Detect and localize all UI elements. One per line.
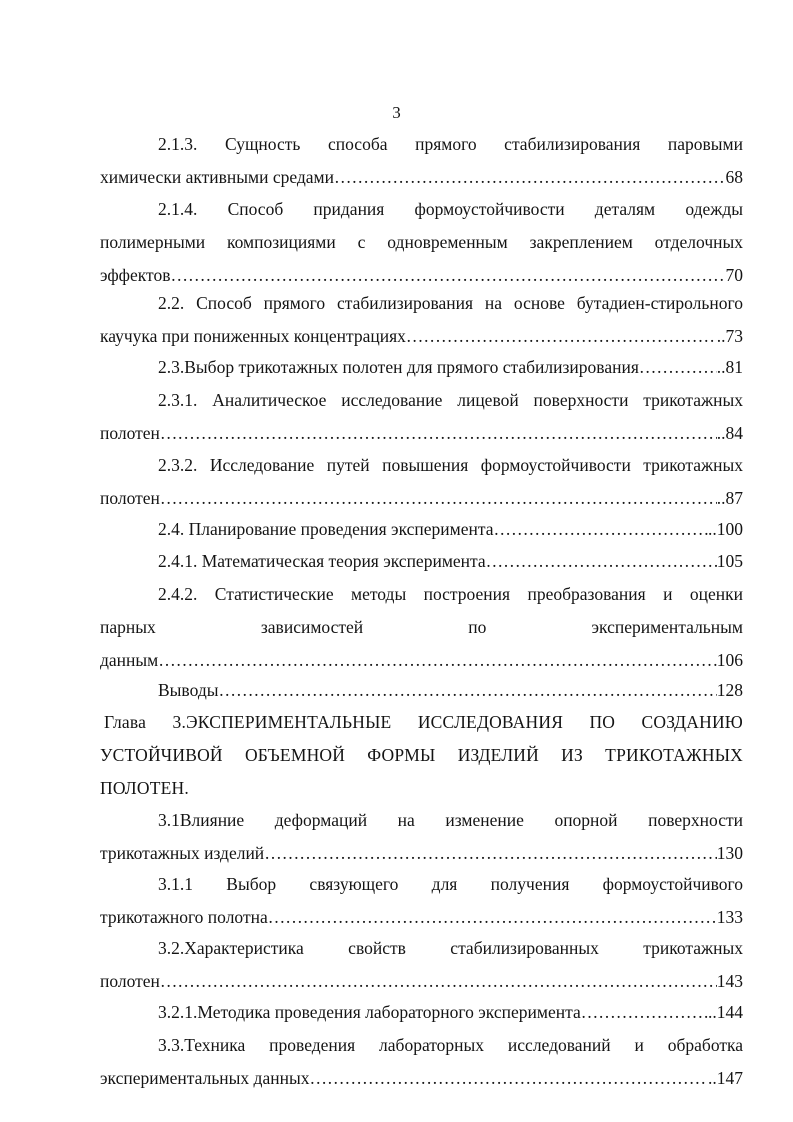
toc-entry-conclusions[interactable] — [100, 674, 743, 707]
toc-page-number: 105 — [716, 551, 743, 571]
toc-entry-leader-line — [100, 545, 743, 578]
toc-entry-title: 2.4. Планирование проведения эксперимента — [158, 519, 494, 539]
toc-entry-leader-line — [100, 996, 743, 1029]
dot-leader — [268, 901, 717, 934]
toc-page-number: 70 — [725, 265, 743, 285]
toc-entry-text: 2.1.3. Сущность способа прямого стабилизирования паровыми — [158, 134, 743, 154]
dot-leader — [486, 545, 717, 578]
toc-entry-2-3[interactable] — [100, 351, 743, 384]
toc-entry-text: 2.3.2. Исследование путей повышения формоустойчивости трикотажных — [158, 455, 743, 475]
toc-entry-leader-line — [100, 320, 743, 353]
toc-entry-text: 3.1Влияние деформаций на изменение опорной поверхности — [158, 810, 743, 830]
dot-leader — [218, 674, 716, 707]
toc-entry-3-2-1[interactable] — [100, 996, 743, 1029]
dot-leader — [160, 965, 717, 998]
toc-entry-2-1-4[interactable] — [100, 193, 743, 292]
toc-entry-text: 3.2.Характеристика свойств стабилизированных трикотажных — [158, 938, 743, 958]
toc-entry-text: полимерными композициями с одновременным закреплением отделочных — [100, 232, 743, 252]
toc-entry-text: 3.1.1 Выбор связующего для получения формоустойчивого — [158, 874, 743, 894]
toc-entry-title: 2.3.Выбор трикотажных полотен для прямого стабилизирования — [158, 357, 639, 377]
toc-entry-leader-line — [100, 417, 743, 450]
toc-page-number: ..81 — [716, 357, 743, 377]
toc-entry-title: полотен — [100, 971, 160, 991]
toc-entry-leader-line — [100, 837, 743, 870]
toc-entry-title: 3.2.1.Методика проведения лабораторного эксперимента — [158, 1002, 581, 1022]
toc-entry-3-3[interactable] — [100, 1029, 743, 1095]
toc-entry-title: каучука при пониженных концентрациях — [100, 326, 406, 346]
dot-leader — [334, 161, 726, 194]
toc-entry-2-1-3[interactable] — [100, 128, 743, 194]
toc-entry-title: трикотажного полотна — [100, 907, 268, 927]
page-number: 3 — [392, 103, 401, 122]
toc-entry-text: 2.4.2. Статистические методы построения преобразования и оценки — [158, 584, 743, 604]
chapter-heading[interactable] — [100, 706, 743, 805]
chapter-heading-line: ПОЛОТЕН. — [100, 778, 189, 798]
chapter-heading-line: УСТОЙЧИВОЙ ОБЪЕМНОЙ ФОРМЫ ИЗДЕЛИЙ ИЗ ТРИКОТАЖНЫХ — [100, 745, 743, 765]
toc-entry-title: эффектов — [100, 265, 171, 285]
toc-entry-2-4[interactable] — [100, 513, 743, 546]
toc-entry-leader-line — [100, 482, 743, 515]
toc-entry-2-3-2[interactable] — [100, 449, 743, 515]
toc-entry-text: 2.3.1. Аналитическое исследование лицевой поверхности трикотажных — [158, 390, 743, 410]
toc-entry-leader-line — [100, 161, 743, 194]
toc-page-number: 68 — [725, 167, 743, 187]
toc-entry-2-2[interactable] — [100, 287, 743, 353]
chapter-heading-line: Глава 3.ЭКСПЕРИМЕНТАЛЬНЫЕ ИССЛЕДОВАНИЯ ПО СОЗДАНИЮ — [104, 712, 743, 732]
toc-entry-leader-line — [100, 901, 743, 934]
toc-entry-leader-line — [100, 1062, 743, 1095]
toc-entry-title: химически активными средами — [100, 167, 334, 187]
toc-page-number: 106 — [716, 650, 743, 670]
dot-leader — [639, 351, 717, 384]
toc-entry-3-1-1[interactable] — [100, 868, 743, 934]
toc-entry-leader-line — [100, 965, 743, 998]
toc-entry-title: экспериментальных данных — [100, 1068, 310, 1088]
toc-entry-title: Выводы — [158, 680, 219, 700]
toc-entry-title: полотен — [100, 488, 160, 508]
toc-page-number: 143 — [716, 971, 743, 991]
toc-page-number: ..144 — [708, 1002, 743, 1022]
dot-leader — [160, 482, 717, 515]
toc-entry-3-2[interactable] — [100, 932, 743, 998]
toc-page-number: 128 — [716, 680, 743, 700]
toc-page-number: ..73 — [716, 326, 743, 346]
dot-leader — [406, 320, 717, 353]
toc-entry-2-4-1[interactable] — [100, 545, 743, 578]
dot-leader — [309, 1062, 708, 1095]
dot-leader — [158, 644, 717, 677]
toc-page-number: ..84 — [716, 423, 743, 443]
toc-entry-title: полотен — [100, 423, 160, 443]
toc-entry-3-1[interactable] — [100, 804, 743, 870]
toc-page-number: 130 — [716, 843, 743, 863]
dot-leader — [493, 513, 708, 546]
dot-leader — [160, 417, 717, 450]
toc-entry-title: 2.4.1. Математическая теория эксперимента — [158, 551, 486, 571]
toc-entry-text: 3.3.Техника проведения лабораторных исследований и обработка — [158, 1035, 743, 1055]
toc-entry-leader-line — [100, 674, 743, 707]
toc-entry-text: парных зависимостей по экспериментальным — [100, 617, 743, 637]
toc-page-number: 133 — [716, 907, 743, 927]
toc-page-number: ..100 — [708, 519, 743, 539]
toc-entry-text: 2.2. Способ прямого стабилизирования на основе бутадиен-стирольного — [158, 293, 743, 313]
toc-entry-leader-line — [100, 644, 743, 677]
toc-entry-2-3-1[interactable] — [100, 384, 743, 450]
toc-entry-leader-line — [100, 351, 743, 384]
toc-page-number: ..147 — [708, 1068, 743, 1088]
toc-entry-text: 2.1.4. Способ придания формоустойчивости деталям одежды — [158, 199, 743, 219]
toc-page-number: ..87 — [716, 488, 743, 508]
toc-entry-title: данным — [100, 650, 159, 670]
toc-entry-leader-line — [100, 513, 743, 546]
dot-leader — [264, 837, 717, 870]
dot-leader — [581, 996, 708, 1029]
toc-entry-2-4-2[interactable] — [100, 578, 743, 677]
toc-entry-title: трикотажных изделий — [100, 843, 265, 863]
